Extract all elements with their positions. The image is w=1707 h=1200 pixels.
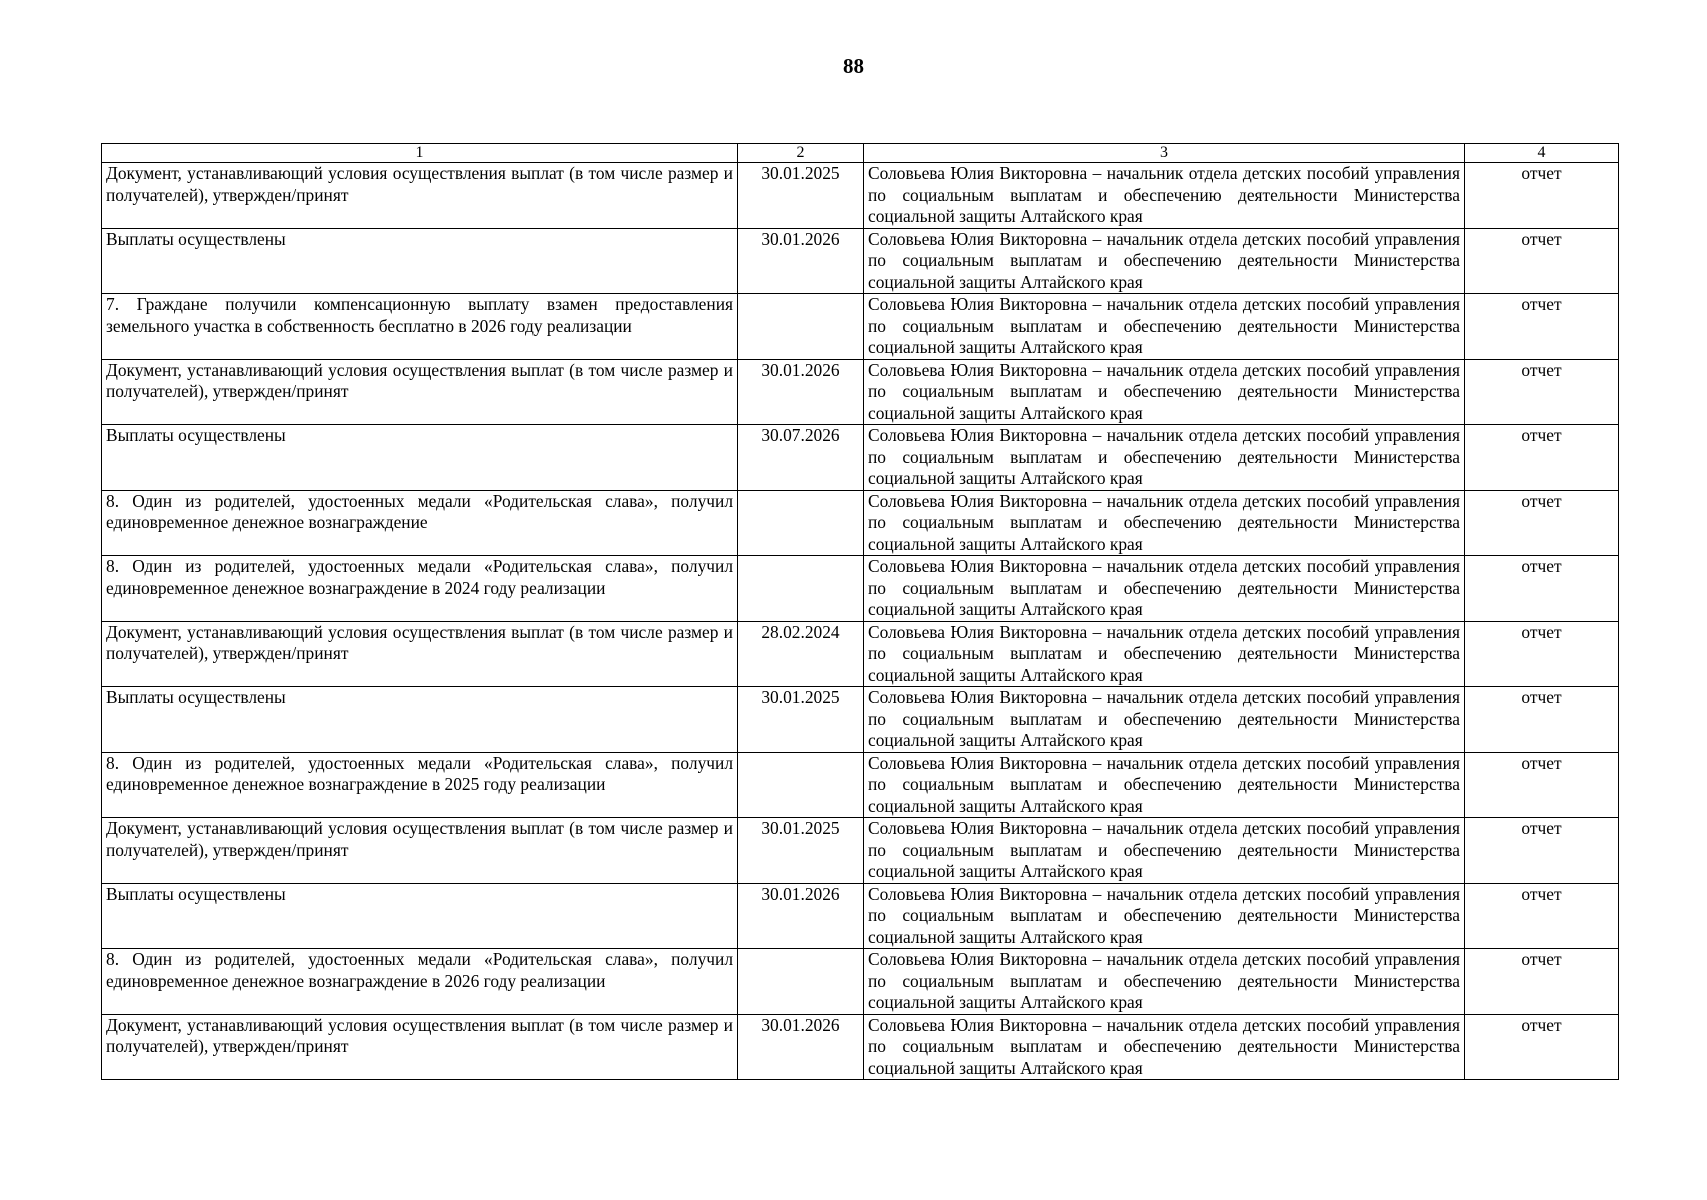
document-type-cell: отчет (1465, 425, 1619, 491)
date-cell (738, 294, 864, 360)
event-cell: Выплаты осуществлены (102, 883, 738, 949)
document-type-cell: отчет (1465, 949, 1619, 1015)
responsible-cell: Соловьева Юлия Викторовна – начальник отдела детских пособий управления по социальным выплатам и обеспечению деятельности Министерства социальной защиты Алтайского края (864, 294, 1465, 360)
document-type-cell: отчет (1465, 818, 1619, 884)
date-cell: 30.01.2025 (738, 687, 864, 753)
document-type-cell: отчет (1465, 163, 1619, 229)
responsible-cell: Соловьева Юлия Викторовна – начальник отдела детских пособий управления по социальным выплатам и обеспечению деятельности Министерства социальной защиты Алтайского края (864, 883, 1465, 949)
table-row (102, 1014, 1619, 1080)
event-cell: Документ, устанавливающий условия осуществления выплат (в том числе размер и получателей), утвержден/принят (102, 163, 738, 229)
document-type-cell: отчет (1465, 294, 1619, 360)
responsible-cell: Соловьева Юлия Викторовна – начальник отдела детских пособий управления по социальным выплатам и обеспечению деятельности Министерства социальной защиты Алтайского края (864, 752, 1465, 818)
table-row (102, 818, 1619, 884)
date-cell: 28.02.2024 (738, 621, 864, 687)
column-header-4: 4 (1465, 144, 1619, 163)
date-cell: 30.01.2026 (738, 228, 864, 294)
date-cell: 30.01.2025 (738, 818, 864, 884)
table-row (102, 294, 1619, 360)
event-cell: Выплаты осуществлены (102, 228, 738, 294)
table-row (102, 556, 1619, 622)
document-type-cell: отчет (1465, 490, 1619, 556)
event-cell: 8. Один из родителей, удостоенных медали «Родительская слава», получил единовременное денежное вознаграждение в 2026 году реализации (102, 949, 738, 1015)
event-cell: Документ, устанавливающий условия осуществления выплат (в том числе размер и получателей), утвержден/принят (102, 818, 738, 884)
table-row (102, 687, 1619, 753)
document-type-cell: отчет (1465, 752, 1619, 818)
page-number: 88 (843, 54, 864, 78)
event-cell: 8. Один из родителей, удостоенных медали «Родительская слава», получил единовременное денежное вознаграждение в 2025 году реализации (102, 752, 738, 818)
document-type-cell: отчет (1465, 883, 1619, 949)
table-body (102, 163, 1619, 1080)
responsible-cell: Соловьева Юлия Викторовна – начальник отдела детских пособий управления по социальным выплатам и обеспечению деятельности Министерства социальной защиты Алтайского края (864, 1014, 1465, 1080)
responsible-cell: Соловьева Юлия Викторовна – начальник отдела детских пособий управления по социальным выплатам и обеспечению деятельности Министерства социальной защиты Алтайского края (864, 425, 1465, 491)
event-cell: Документ, устанавливающий условия осуществления выплат (в том числе размер и получателей), утвержден/принят (102, 359, 738, 425)
event-cell: Документ, устанавливающий условия осуществления выплат (в том числе размер и получателей), утвержден/принят (102, 1014, 738, 1080)
responsible-cell: Соловьева Юлия Викторовна – начальник отдела детских пособий управления по социальным выплатам и обеспечению деятельности Министерства социальной защиты Алтайского края (864, 687, 1465, 753)
event-cell: 8. Один из родителей, удостоенных медали «Родительская слава», получил единовременное денежное вознаграждение (102, 490, 738, 556)
document-type-cell: отчет (1465, 359, 1619, 425)
table-row (102, 752, 1619, 818)
document-type-cell: отчет (1465, 621, 1619, 687)
event-cell: 8. Один из родителей, удостоенных медали «Родительская слава», получил единовременное денежное вознаграждение в 2024 году реализации (102, 556, 738, 622)
column-header-1: 1 (102, 144, 738, 163)
table-row (102, 163, 1619, 229)
date-cell (738, 490, 864, 556)
document-type-cell: отчет (1465, 556, 1619, 622)
control-points-table (101, 143, 1619, 1080)
date-cell: 30.07.2026 (738, 425, 864, 491)
table-row (102, 883, 1619, 949)
date-cell: 30.01.2026 (738, 883, 864, 949)
date-cell (738, 752, 864, 818)
date-cell: 30.01.2026 (738, 359, 864, 425)
event-cell: 7. Граждане получили компенсационную выплату взамен предоставления земельного участка в собственность бесплатно в 2026 году реализации (102, 294, 738, 360)
date-cell: 30.01.2025 (738, 163, 864, 229)
responsible-cell: Соловьева Юлия Викторовна – начальник отдела детских пособий управления по социальным выплатам и обеспечению деятельности Министерства социальной защиты Алтайского края (864, 359, 1465, 425)
date-cell (738, 556, 864, 622)
table-header-row (102, 144, 1619, 163)
responsible-cell: Соловьева Юлия Викторовна – начальник отдела детских пособий управления по социальным выплатам и обеспечению деятельности Министерства социальной защиты Алтайского края (864, 490, 1465, 556)
responsible-cell: Соловьева Юлия Викторовна – начальник отдела детских пособий управления по социальным выплатам и обеспечению деятельности Министерства социальной защиты Алтайского края (864, 163, 1465, 229)
date-cell: 30.01.2026 (738, 1014, 864, 1080)
table-row (102, 359, 1619, 425)
responsible-cell: Соловьева Юлия Викторовна – начальник отдела детских пособий управления по социальным выплатам и обеспечению деятельности Министерства социальной защиты Алтайского края (864, 621, 1465, 687)
table-row (102, 228, 1619, 294)
column-header-3: 3 (864, 144, 1465, 163)
responsible-cell: Соловьева Юлия Викторовна – начальник отдела детских пособий управления по социальным выплатам и обеспечению деятельности Министерства социальной защиты Алтайского края (864, 556, 1465, 622)
event-cell: Выплаты осуществлены (102, 425, 738, 491)
responsible-cell: Соловьева Юлия Викторовна – начальник отдела детских пособий управления по социальным выплатам и обеспечению деятельности Министерства социальной защиты Алтайского края (864, 818, 1465, 884)
event-cell: Документ, устанавливающий условия осуществления выплат (в том числе размер и получателей), утвержден/принят (102, 621, 738, 687)
table-row (102, 621, 1619, 687)
date-cell (738, 949, 864, 1015)
responsible-cell: Соловьева Юлия Викторовна – начальник отдела детских пособий управления по социальным выплатам и обеспечению деятельности Министерства социальной защиты Алтайского края (864, 949, 1465, 1015)
table-row (102, 490, 1619, 556)
responsible-cell: Соловьева Юлия Викторовна – начальник отдела детских пособий управления по социальным выплатам и обеспечению деятельности Министерства социальной защиты Алтайского края (864, 228, 1465, 294)
document-type-cell: отчет (1465, 228, 1619, 294)
event-cell: Выплаты осуществлены (102, 687, 738, 753)
table-row (102, 425, 1619, 491)
document-type-cell: отчет (1465, 1014, 1619, 1080)
document-type-cell: отчет (1465, 687, 1619, 753)
column-header-2: 2 (738, 144, 864, 163)
table-row (102, 949, 1619, 1015)
